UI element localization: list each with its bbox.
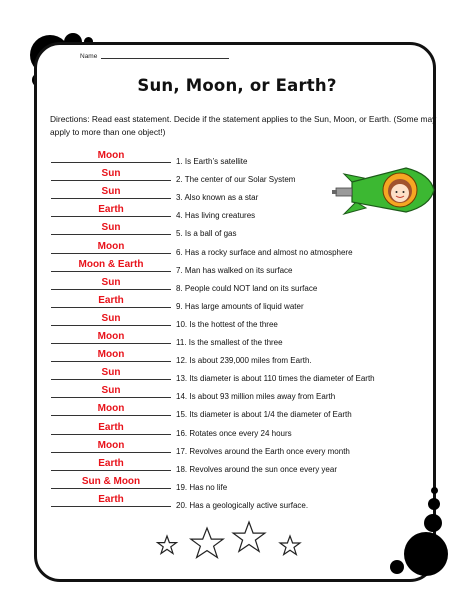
answer-blank[interactable]: Sun [51,277,171,290]
question-row [0,259,474,277]
question-row [0,331,474,349]
star-outline-icon [191,528,223,558]
rocket-with-child-icon [330,160,440,224]
statement-text: 7. Man has walked on its surface [176,265,293,275]
statement-text: 4. Has living creatures [176,211,256,221]
answer-blank[interactable]: Moon [51,241,171,254]
answer-blank[interactable]: Sun & Moon [51,476,171,489]
name-label: Name [80,53,98,60]
name-field [80,53,229,60]
statement-text: 16. Rotates once every 24 hours [176,428,292,438]
answer-blank[interactable]: Sun [51,222,171,235]
statement-text: 12. Is about 239,000 miles from Earth. [176,356,312,366]
statement-text: 18. Revolves around the sun once every year [176,464,337,474]
statement-text: 2. The center of our Solar System [176,175,296,185]
star-outline-icon [233,522,265,551]
directions-text: Directions: Read east statement. Decide if the statement applies to the Sun, Moon, or Earth. (Some may apply to more than one object!) [50,114,437,137]
question-row [0,494,474,512]
star-outline-icon [280,536,300,555]
star-outline-icon [158,536,177,554]
answer-blank[interactable]: Earth [51,204,171,217]
question-row [0,222,474,240]
answer-blank[interactable]: Earth [51,422,171,435]
statement-text: 10. Is the hottest of the three [176,319,278,329]
question-row [0,241,474,259]
answer-blank[interactable]: Earth [51,295,171,308]
decor-circle [404,532,448,576]
statement-text: 5. Is a ball of gas [176,229,237,239]
answer-blank[interactable]: Moon & Earth [51,259,171,272]
stars-decoration [150,520,310,570]
question-row [0,367,474,385]
answer-blank[interactable]: Moon [51,403,171,416]
answer-blank[interactable]: Sun [51,385,171,398]
question-row [0,458,474,476]
name-blank-line[interactable] [101,58,229,59]
question-row [0,385,474,403]
answer-blank[interactable]: Sun [51,313,171,326]
question-row [0,403,474,421]
question-row [0,313,474,331]
statement-text: 11. Is the smallest of the three [176,338,283,347]
decor-circle [390,560,404,574]
answer-blank[interactable]: Sun [51,367,171,380]
question-row [0,422,474,440]
question-row [0,295,474,313]
question-row [0,476,474,494]
statement-text: 1. Is Earth’s satellite [176,157,248,166]
page-title: Sun, Moon, or Earth? [137,76,337,95]
statement-text: 3. Also known as a star [176,193,259,203]
answer-blank[interactable]: Moon [51,150,171,163]
answer-blank[interactable]: Earth [51,458,171,471]
statement-text: 13. Its diameter is about 110 times the diameter of Earth [176,374,375,384]
statement-text: 14. Is about 93 million miles away from Earth [176,392,336,402]
statement-text: 19. Has no life [176,482,228,492]
answer-blank[interactable]: Moon [51,349,171,362]
statement-text: 17. Revolves around the Earth once every month [176,446,350,456]
question-row [0,440,474,458]
answer-blank[interactable]: Earth [51,494,171,507]
statement-text: 20. Has a geologically active surface. [176,500,309,510]
answer-blank[interactable]: Moon [51,440,171,453]
statement-text: 6. Has a rocky surface and almost no atmosphere [176,247,353,257]
answer-blank[interactable]: Sun [51,186,171,199]
answer-blank[interactable]: Moon [51,331,171,344]
statement-text: 9. Has large amounts of liquid water [176,301,304,311]
statement-text: 15. Its diameter is about 1/4 the diameter of Earth [176,410,352,420]
question-row [0,277,474,295]
answer-blank[interactable]: Sun [51,168,171,181]
statement-text: 8. People could NOT land on its surface [176,283,318,293]
question-row [0,349,474,367]
decor-circle [424,514,442,532]
